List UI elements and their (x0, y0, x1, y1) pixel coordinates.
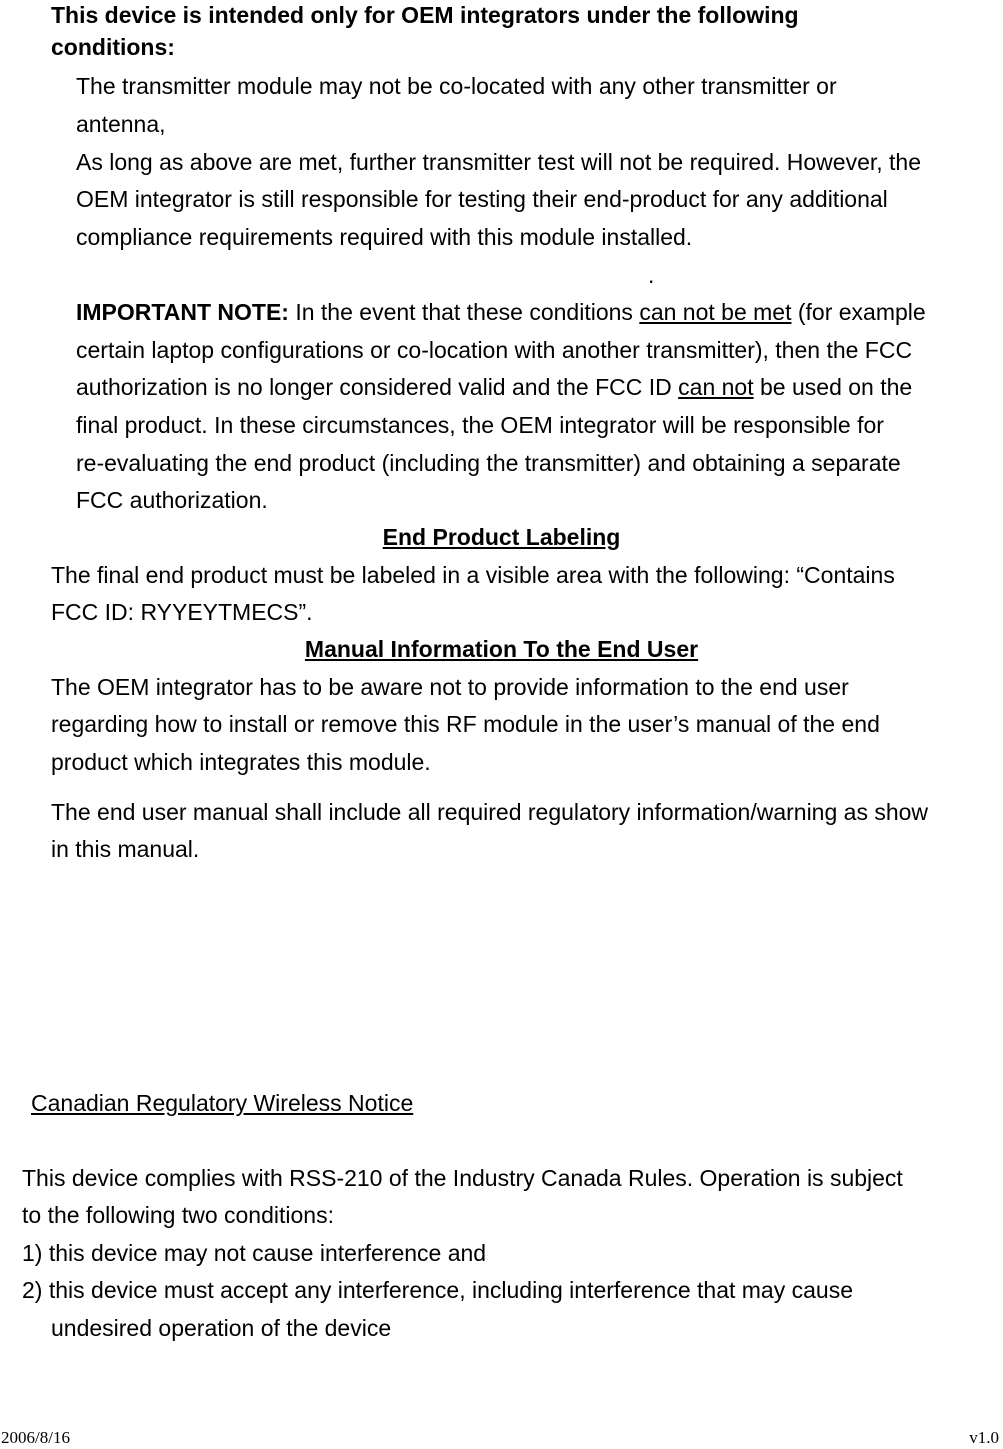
footer-version: v1.0 (969, 1428, 999, 1447)
manual-line5: in this manual. (51, 836, 200, 862)
important-text-b: (for example (791, 299, 926, 325)
condition-line1: The transmitter module may not be co-located with any other transmitter or (76, 73, 837, 99)
canada-item2-line1: 2) this device must accept any interference, including interference that may cause (22, 1277, 853, 1303)
labeling-line2: FCC ID: RYYEYTMECS”. (51, 599, 313, 625)
canada-item1: 1) this device may not cause interference and (22, 1240, 487, 1266)
stray-dot: . (648, 262, 655, 288)
important-text-a: In the event that these conditions (288, 299, 640, 325)
important-underline-1: can not be met (639, 299, 792, 325)
important-label: IMPORTANT NOTE: (76, 299, 289, 325)
important-line3 (76, 372, 912, 402)
labeling-line1: The final end product must be labeled in a visible area with the following: “Contains (51, 562, 895, 588)
important-text-c: authorization is no longer considered valid and the FCC ID (76, 374, 679, 400)
canada-line2: to the following two conditions: (22, 1202, 334, 1228)
important-line2: certain laptop configurations or co-location with another transmitter), then the FCC (76, 337, 913, 363)
canada-item2-line2: undesired operation of the device (51, 1315, 392, 1341)
important-line6: FCC authorization. (76, 487, 268, 513)
labeling-title: End Product Labeling (382, 524, 621, 550)
oem-heading-line2: conditions: (51, 34, 175, 60)
footer-date: 2006/8/16 (1, 1428, 70, 1447)
canada-line1: This device complies with RSS-210 of the Industry Canada Rules. Operation is subject (22, 1165, 903, 1191)
oem-heading-line1: This device is intended only for OEM integrators under the following (51, 2, 799, 28)
canada-title: Canadian Regulatory Wireless Notice (31, 1090, 414, 1116)
important-line4: final product. In these circumstances, the OEM integrator will be responsible for (76, 412, 884, 438)
manual-line3: product which integrates this module. (51, 749, 431, 775)
manual-line1: The OEM integrator has to be aware not to provide information to the end user (51, 674, 849, 700)
important-text-d: be used on the (753, 374, 913, 400)
condition-line2: antenna, (76, 111, 166, 137)
test-line2: OEM integrator is still responsible for testing their end-product for any additional (76, 186, 888, 212)
important-underline-2: can not (678, 374, 754, 400)
test-line1: As long as above are met, further transmitter test will not be required. However, the (76, 149, 922, 175)
test-line3: compliance requirements required with this module installed. (76, 224, 693, 250)
manual-line4: The end user manual shall include all required regulatory information/warning as show (51, 799, 929, 825)
important-line5: re-evaluating the end product (including the transmitter) and obtaining a separate (76, 450, 901, 476)
manual-title: Manual Information To the End User (304, 636, 699, 662)
manual-line2: regarding how to install or remove this RF module in the user’s manual of the end (51, 711, 880, 737)
important-line1 (76, 297, 926, 327)
